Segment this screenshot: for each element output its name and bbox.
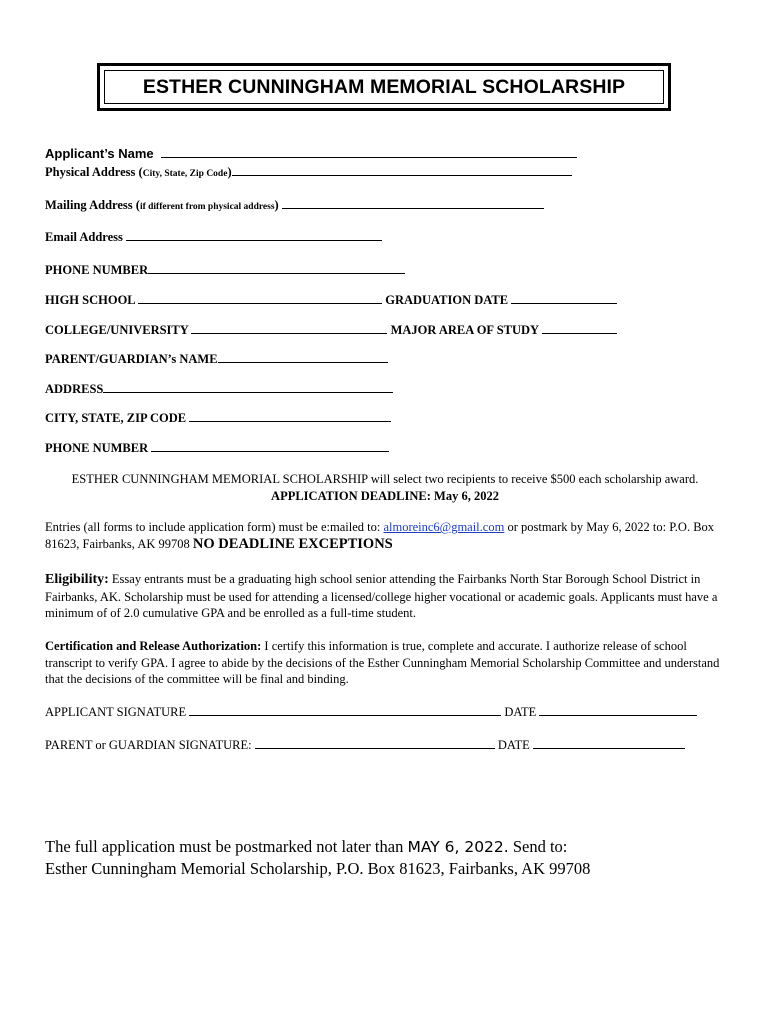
city-state-zip-field[interactable] — [189, 410, 391, 422]
applicant-signature-field[interactable] — [189, 704, 501, 716]
parent-name-label: PARENT/GUARDIAN’s NAME — [45, 352, 218, 366]
applicant-name-field[interactable] — [161, 146, 577, 158]
parent-name-row — [45, 351, 388, 367]
physical-address-row: Physical Address (City, State, Zip Code) — [45, 164, 572, 180]
title-box — [97, 63, 671, 111]
certification-heading: Certification and Release Authorization: — [45, 639, 262, 653]
high-school-field[interactable] — [138, 292, 382, 304]
entries-paragraph — [45, 519, 725, 552]
entries-text-after: or postmark by May 6, 2022 to: P.O. Box 81623, Fairbanks, AK 99708 — [45, 520, 715, 551]
graduation-date-field[interactable] — [511, 292, 617, 304]
city-state-zip-row — [45, 410, 391, 426]
parent-date-label: DATE — [497, 738, 530, 752]
applicant-date-field[interactable] — [539, 704, 697, 716]
footer-line-2: Esther Cunningham Memorial Scholarship, P.O. Box 81623, Fairbanks, AK 99708 — [45, 859, 591, 878]
parent-address-label: ADDRESS — [45, 382, 104, 396]
footer-line-1 — [45, 836, 567, 858]
college-label: COLLEGE/UNIVERSITY — [45, 323, 189, 337]
application-deadline: APPLICATION DEADLINE: May 6, 2022 — [271, 488, 499, 503]
parent-phone-label: PHONE NUMBER — [45, 441, 149, 455]
city-state-zip-label: CITY, STATE, ZIP CODE — [45, 411, 187, 425]
mailing-address-field[interactable] — [282, 197, 544, 209]
major-area-field[interactable] — [542, 322, 617, 334]
parent-address-field[interactable] — [103, 381, 393, 393]
email-address-label: Email Address — [45, 230, 123, 244]
award-text: ESTHER CUNNINGHAM MEMORIAL SCHOLARSHIP will select two recipients to receive $500 each scholarship award. — [71, 472, 699, 486]
parent-signature-label: PARENT or GUARDIAN SIGNATURE: — [45, 738, 252, 752]
email-row — [45, 229, 382, 245]
certification-paragraph — [45, 638, 725, 688]
page-title: ESTHER CUNNINGHAM MEMORIAL SCHOLARSHIP — [104, 70, 664, 104]
high-school-row — [45, 292, 617, 308]
mailing-address-hint: if different from physical address — [139, 202, 275, 212]
footer-send-to: Send to: — [512, 837, 568, 856]
phone-number-label: PHONE NUMBER — [45, 263, 149, 277]
email-address-field[interactable] — [126, 229, 382, 241]
applicant-name-row — [45, 146, 577, 161]
mailing-address-row: Mailing Address (if different from physical address) — [45, 197, 544, 213]
parent-signature-field[interactable] — [255, 737, 495, 749]
parent-signature-row — [45, 737, 685, 753]
phone-row — [45, 262, 405, 278]
parent-address-row — [45, 381, 393, 397]
applicant-signature-row — [45, 704, 697, 720]
certification-text: I certify this information is true, complete and accurate. I authorize release of school transcript to verify GPA. I agree to abide by the decisions of the Esther Cunningham Memorial Scholarship Committee and understand that the decisions of the committee will be final and binding. — [45, 639, 720, 686]
applicant-date-label: DATE — [504, 705, 537, 719]
applicant-signature-label: APPLICANT SIGNATURE — [45, 705, 187, 719]
parent-phone-row — [45, 440, 389, 456]
eligibility-heading: Eligibility: — [45, 572, 109, 587]
no-deadline-exceptions: NO DEADLINE EXCEPTIONS — [192, 535, 393, 552]
eligibility-text: Essay entrants must be a graduating high school senior attending the Fairbanks North Star Borough School District in Fairbanks, AK. Scholarship must be used for attending a licensed/college higher vocational or academic goals. Applicants must have a minimum of of 2.0 cumulative GPA and be enrolled as a full-time student. — [45, 572, 718, 620]
physical-address-hint: City, State, Zip Code — [142, 169, 228, 179]
phone-number-field[interactable] — [148, 262, 405, 274]
parent-phone-field[interactable] — [151, 440, 389, 452]
physical-address-label: Physical Address — [45, 165, 136, 179]
college-row — [45, 322, 617, 338]
mailing-address-label: Mailing Address — [45, 198, 133, 212]
physical-address-field[interactable] — [232, 164, 572, 176]
parent-name-field[interactable] — [218, 351, 388, 363]
footer-date: MAY 6, 2022. — [407, 838, 509, 856]
eligibility-paragraph — [45, 571, 725, 622]
major-area-label: MAJOR AREA OF STUDY — [390, 323, 539, 337]
contact-email-link[interactable]: almoreinc6@gmail.com — [383, 520, 505, 534]
entries-text: Entries (all forms to include application form) must be e:mailed to: — [45, 520, 381, 534]
parent-date-field[interactable] — [533, 737, 685, 749]
graduation-date-label: GRADUATION DATE — [385, 293, 509, 307]
high-school-label: HIGH SCHOOL — [45, 293, 135, 307]
award-paragraph — [45, 471, 725, 504]
applicant-name-label: Applicant’s Name — [45, 146, 154, 161]
footer-text: The full application must be postmarked not later than — [45, 837, 404, 856]
college-field[interactable] — [191, 322, 387, 334]
